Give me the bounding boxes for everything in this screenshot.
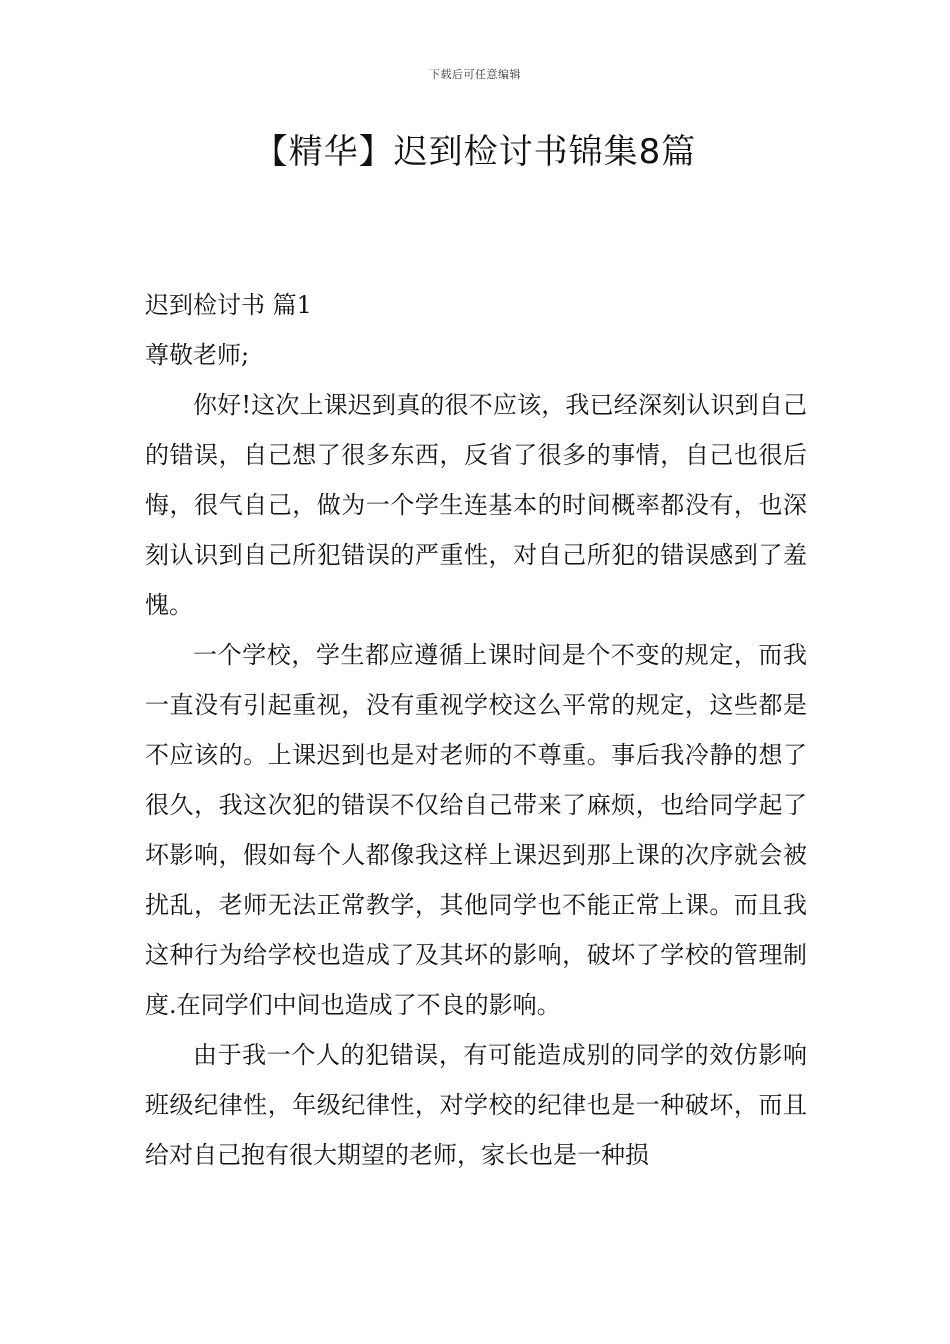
body-paragraph-2: 一个学校，学生都应遵循上课时间是个不变的规定，而我一直没有引起重视，没有重视学校这么平常的规定，这些都是不应该的。上课迟到也是对老师的不尊重。事后我冷静的想了很久，我这次犯的错误不仅给自己带来了麻烦，也给同学起了坏影响，假如每个人都像我这样上课迟到那上课的次序就会被扰乱，老师无法正常教学，其他同学也不能正常上课。而且我这种行为给学校也造成了及其坏的影响，破坏了学校的管理制度.在同学们中间也造成了不良的影响。 xyxy=(145,641,807,1019)
section-heading: 迟到检讨书 篇1 xyxy=(145,291,312,319)
body-paragraph-1: 你好!这次上课迟到真的很不应该，我已经深刻认识到自己的错误，自己想了很多东西，反省了很多的事情，自己也很后悔，很气自己，做为一个学生连基本的时间概率都没有，也深刻认识到自己所犯错误的严重性，对自己所犯的错误感到了羞愧。 xyxy=(145,391,807,619)
header-note: 下载后可任意编辑 xyxy=(429,68,521,81)
document-title: 【精华】迟到检讨书锦集8篇 xyxy=(253,132,697,172)
salutation: 尊敬老师; xyxy=(145,341,250,369)
body-paragraph-3: 由于我一个人的犯错误，有可能造成别的同学的效仿影响班级纪律性，年级纪律性，对学校的纪律也是一种破坏，而且给对自己抱有很大期望的老师，家长也是一种损 xyxy=(145,1041,807,1169)
document-body xyxy=(145,280,807,1180)
